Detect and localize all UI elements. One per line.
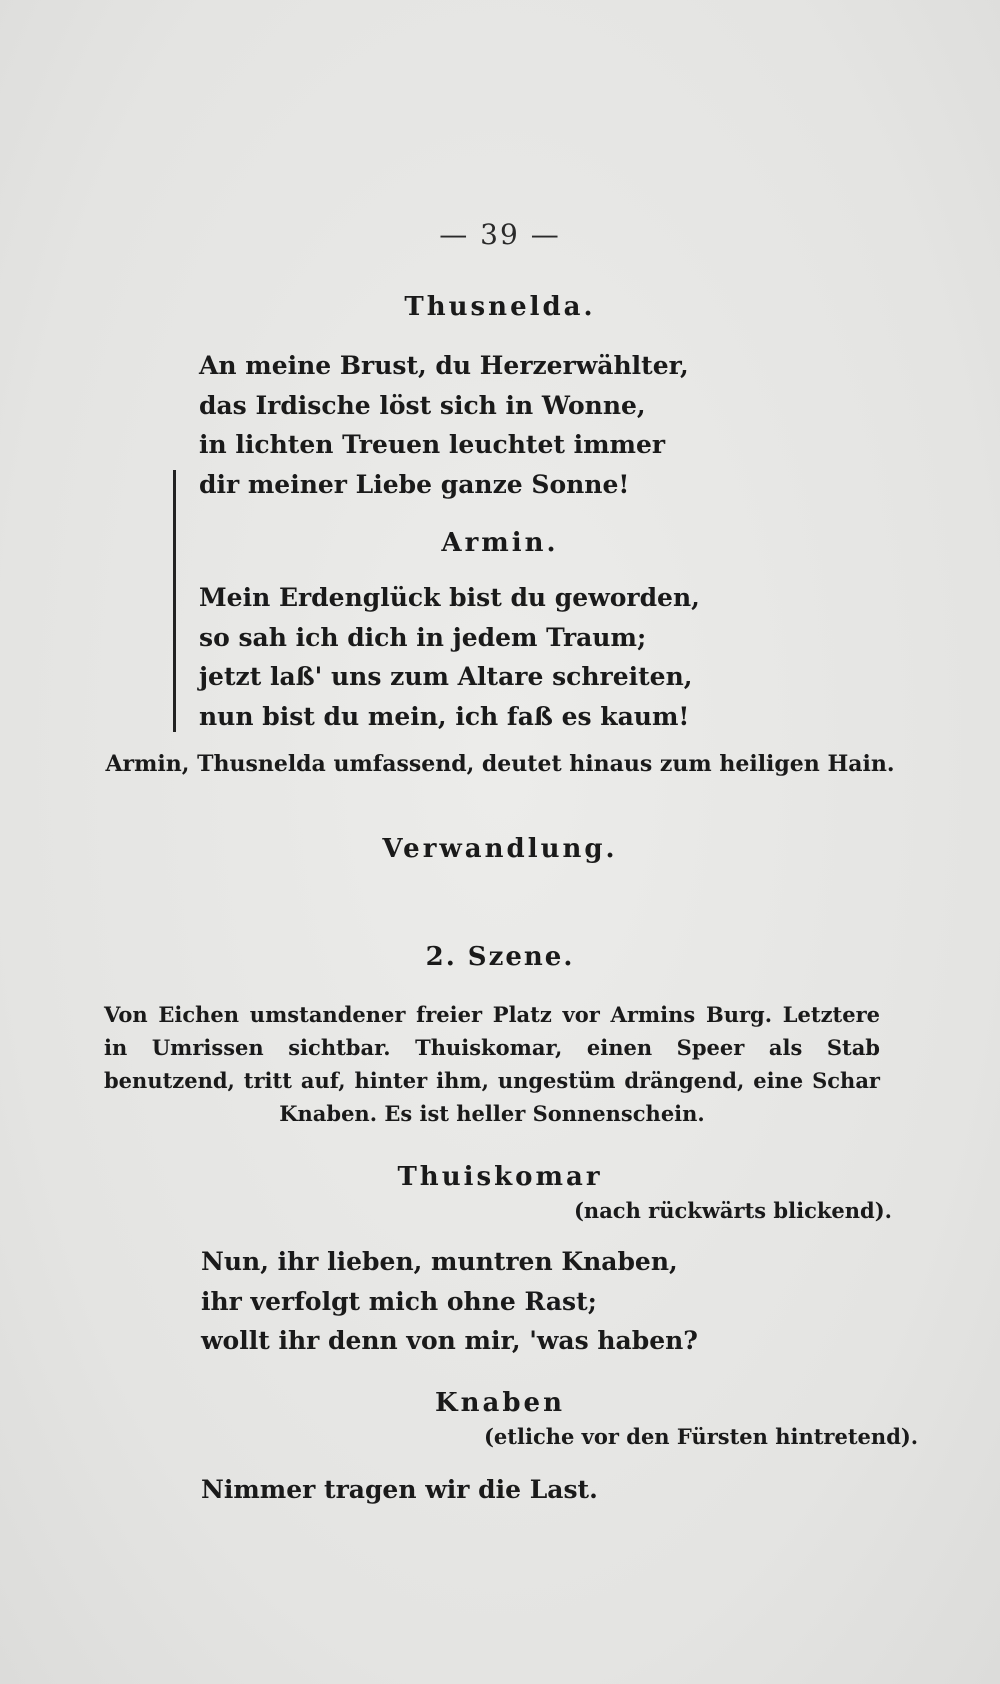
direction-thuiskomar: (nach rückwärts blickend).	[574, 1198, 892, 1223]
verse-knaben	[201, 1470, 598, 1510]
verse-line: nun bist du mein, ich faß es kaum!	[199, 701, 690, 731]
direction-knaben: (etliche vor den Fürsten hintretend).	[484, 1424, 919, 1449]
verse-line: An meine Brust, du Herzerwählter,	[199, 351, 689, 380]
verse-line: dir meiner Liebe ganze Sonne!	[199, 469, 630, 499]
verse-thusnelda	[199, 346, 689, 504]
speaker-thusnelda: Thusnelda.	[404, 292, 596, 322]
heading-scene: 2. Szene.	[425, 942, 575, 972]
verse-line: Mein Erdenglück bist du geworden,	[199, 583, 700, 612]
verse-thuiskomar	[201, 1242, 698, 1361]
verse-line: Nun, ihr lieben, muntren Knaben,	[201, 1247, 678, 1276]
margin-bar	[173, 470, 176, 732]
verse-line: ihr verfolgt mich ohne Rast;	[201, 1286, 597, 1316]
verse-line: jetzt laß' uns zum Altare schreiten,	[199, 662, 693, 691]
stage-direction-armin: Armin, Thusnelda umfassend, deutet hinaus zum heiligen Hain.	[105, 751, 895, 777]
heading-verwandlung: Verwandlung.	[382, 834, 618, 864]
speaker-thuiskomar: Thuiskomar	[397, 1162, 603, 1192]
verse-line: in lichten Treuen leuchtet immer	[199, 430, 666, 459]
verse-line: so sah ich dich in jedem Traum;	[199, 622, 647, 652]
page-number: — 39 —	[439, 218, 561, 251]
speaker-armin: Armin.	[441, 528, 559, 558]
speaker-knaben: Knaben	[435, 1388, 565, 1418]
scene-description: Von Eichen umstandener freier Platz vor Armins Burg. Letztere in Umrissen sichtbar. Thuiskomar, einen Speer als Stab benutzend, tritt auf, hinter ihm, ungestüm drängend, eine Schar Knaben. Es ist heller Sonnenschein.	[104, 1002, 880, 1126]
verse-line: das Irdische löst sich in Wonne,	[199, 390, 646, 420]
verse-line: wollt ihr denn von mir, 'was haben?	[201, 1326, 698, 1355]
verse-line: Nimmer tragen wir die Last.	[201, 1475, 598, 1504]
verse-armin	[199, 578, 700, 736]
